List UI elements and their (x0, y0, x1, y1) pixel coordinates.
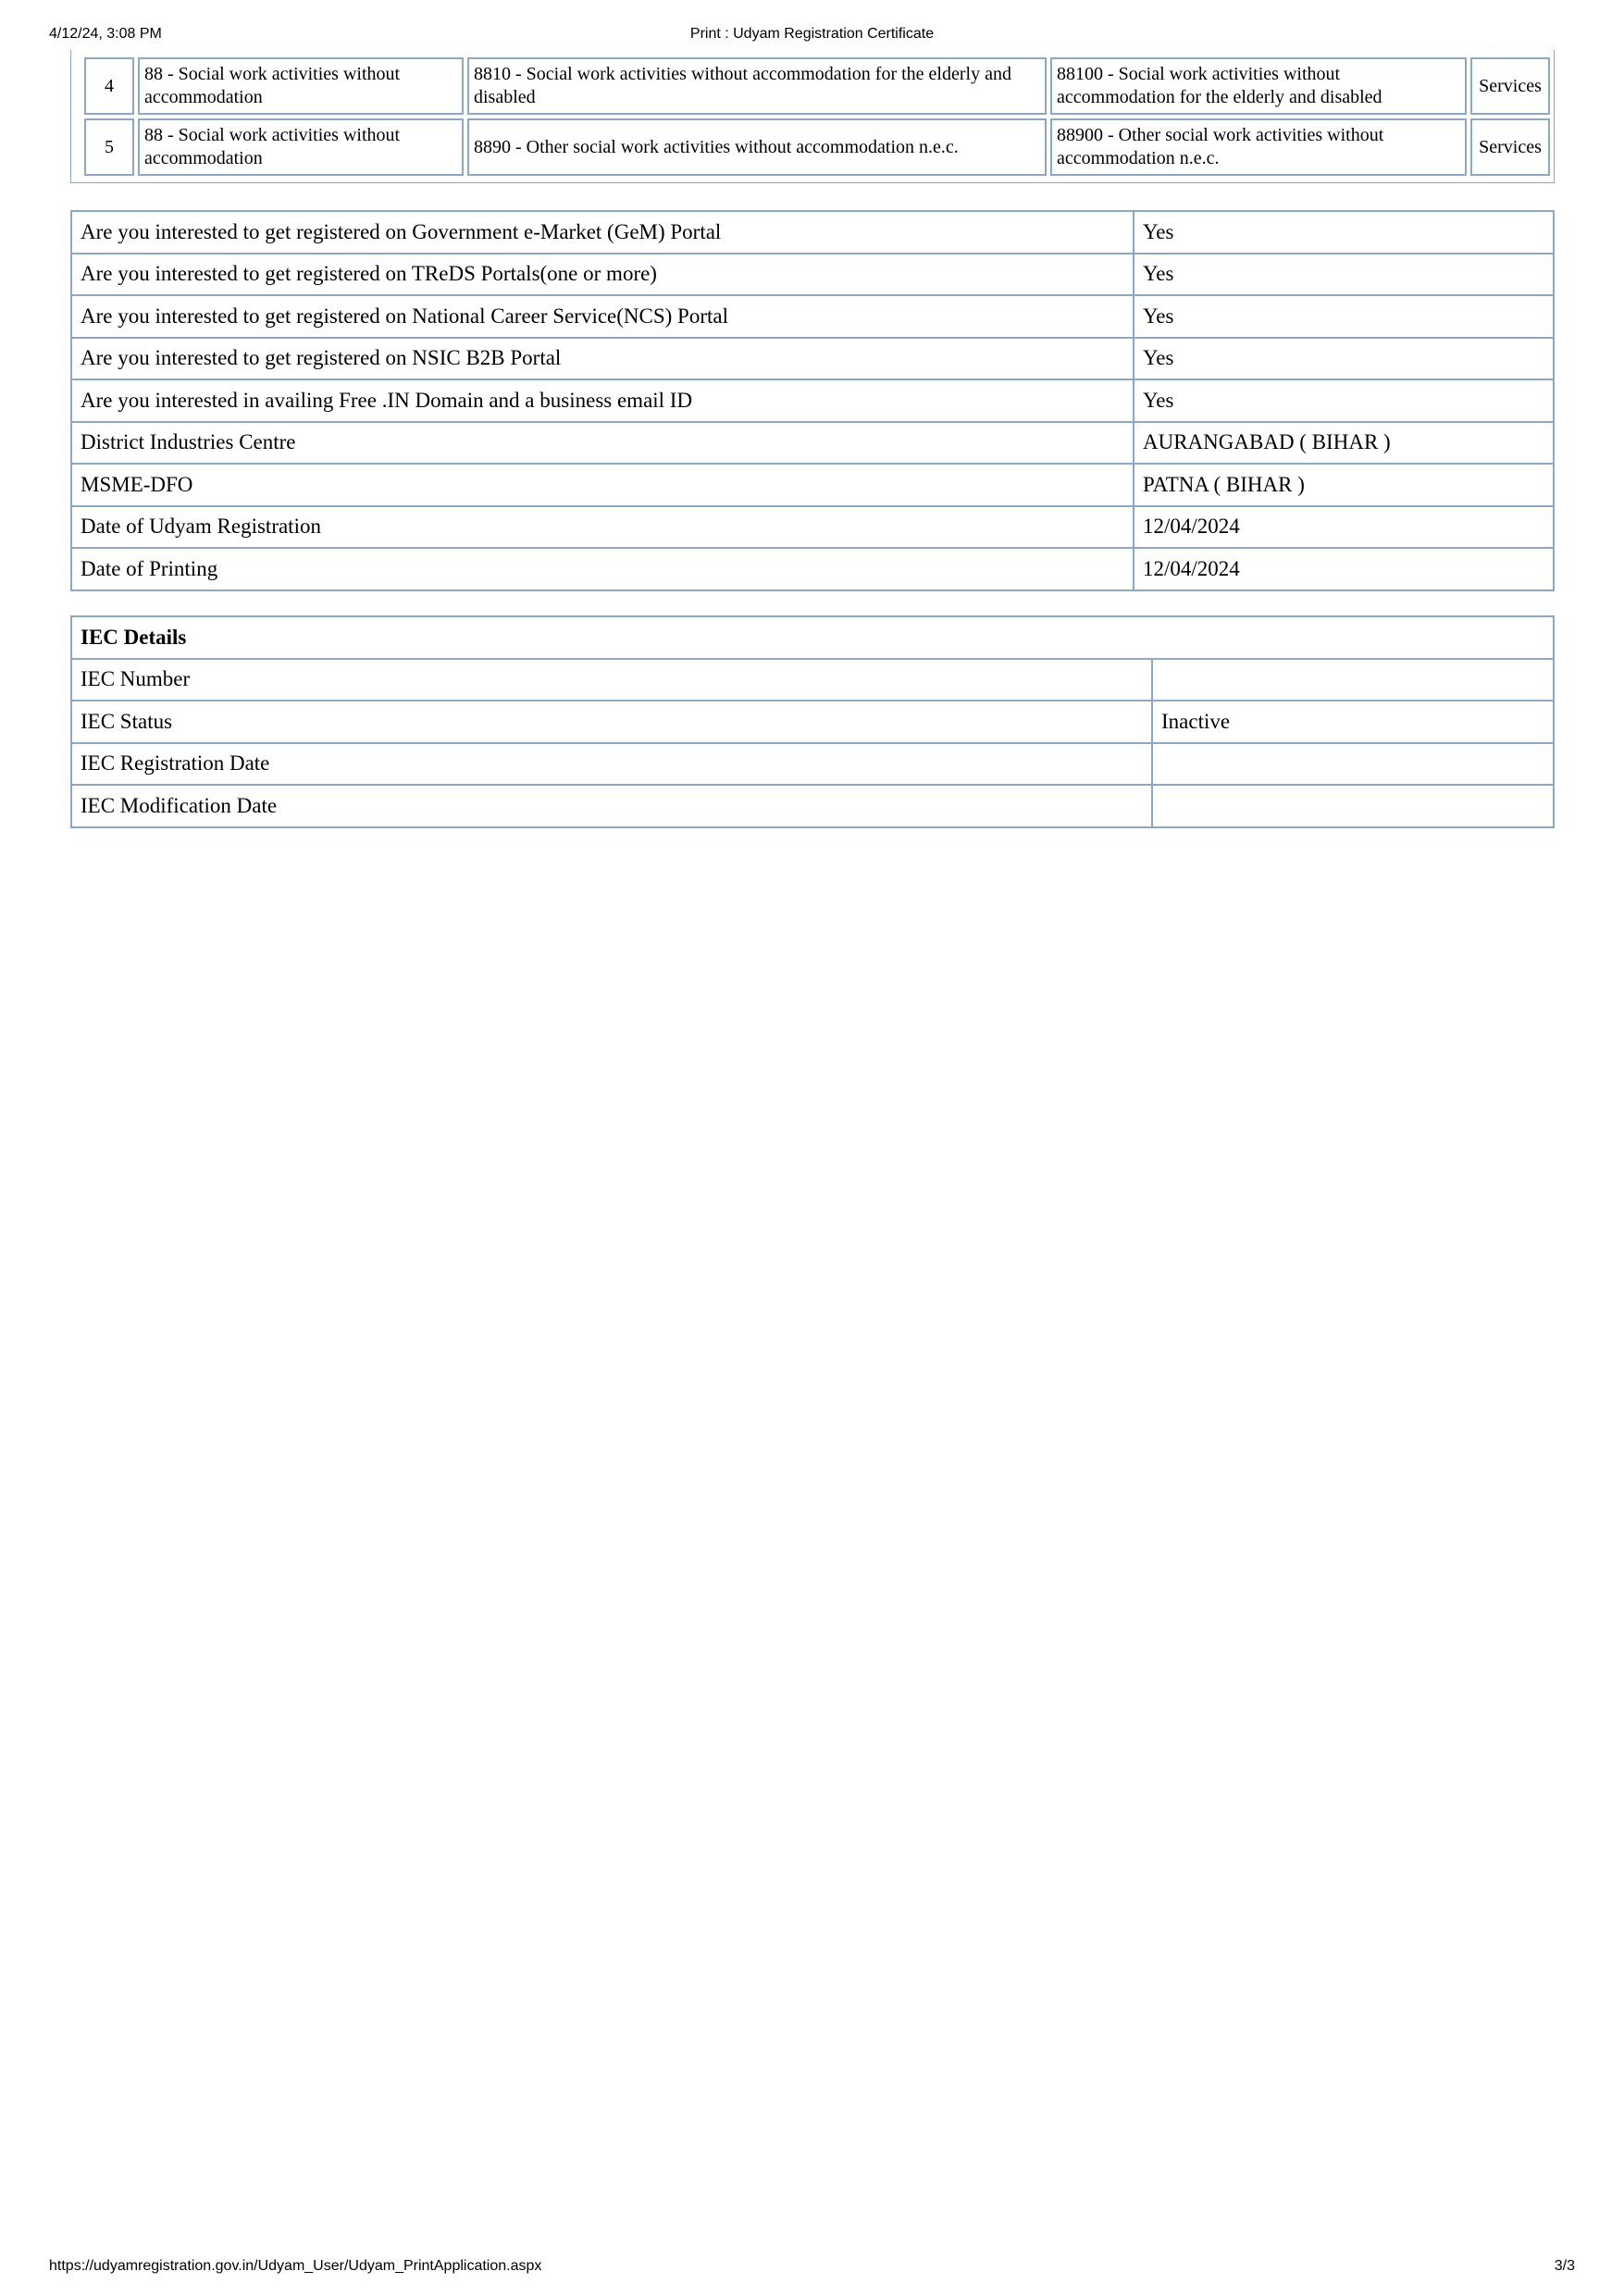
table-row (71, 338, 1554, 380)
table-row (84, 118, 1550, 176)
detail-label: Are you interested to get registered on NSIC B2B Portal (71, 338, 1134, 380)
nic-5-digit-code: 88900 - Other social work activities without accommodation n.e.c. (1050, 118, 1467, 176)
nic-activity: Services (1470, 57, 1550, 115)
detail-value: 12/04/2024 (1134, 548, 1554, 590)
detail-label: Date of Udyam Registration (71, 506, 1134, 549)
nic-5-digit-code: 88100 - Social work activities without accommodation for the elderly and disabled (1050, 57, 1467, 115)
page-url: https://udyamregistration.gov.in/Udyam_User/Udyam_PrintApplication.aspx (49, 2258, 542, 2274)
detail-label: District Industries Centre (71, 422, 1134, 465)
detail-value: Yes (1134, 254, 1554, 296)
table-header-row (71, 616, 1554, 659)
nic-serial-number: 5 (84, 118, 134, 176)
table-row (71, 379, 1554, 422)
table-row (71, 743, 1554, 786)
table-row (71, 506, 1554, 549)
print-footer (0, 2258, 1624, 2278)
nic-2-digit-code: 88 - Social work activities without accommodation (138, 118, 464, 176)
nic-2-digit-code: 88 - Social work activities without accommodation (138, 57, 464, 115)
detail-value: Yes (1134, 295, 1554, 338)
detail-label: Are you interested in availing Free .IN Domain and a business email ID (71, 379, 1134, 422)
detail-value: PATNA ( BIHAR ) (1134, 464, 1554, 506)
iec-label: IEC Modification Date (71, 785, 1152, 827)
nic-code-table-container (70, 50, 1555, 183)
detail-value: 12/04/2024 (1134, 506, 1554, 549)
nic-code-table (81, 54, 1554, 180)
iec-value: Inactive (1152, 701, 1554, 743)
detail-label: Are you interested to get registered on Government e-Market (GeM) Portal (71, 211, 1134, 254)
table-row (84, 57, 1550, 115)
iec-value (1152, 743, 1554, 786)
table-row (71, 659, 1554, 701)
table-row (71, 701, 1554, 743)
detail-label: Are you interested to get registered on National Career Service(NCS) Portal (71, 295, 1134, 338)
detail-value: Yes (1134, 211, 1554, 254)
table-row (71, 295, 1554, 338)
detail-value: Yes (1134, 338, 1554, 380)
iec-label: IEC Registration Date (71, 743, 1152, 786)
print-header (0, 26, 1624, 46)
iec-label: IEC Status (71, 701, 1152, 743)
iec-details-heading: IEC Details (71, 616, 1554, 659)
detail-label: Date of Printing (71, 548, 1134, 590)
iec-value (1152, 785, 1554, 827)
nic-4-digit-code: 8810 - Social work activities without accommodation for the elderly and disabled (467, 57, 1047, 115)
table-row (71, 422, 1554, 465)
print-datetime: 4/12/24, 3:08 PM (49, 26, 162, 42)
registration-details-table (70, 210, 1555, 591)
page-number: 3/3 (1554, 2258, 1575, 2274)
iec-details-table (70, 615, 1555, 828)
nic-activity: Services (1470, 118, 1550, 176)
table-row (71, 785, 1554, 827)
detail-label: MSME-DFO (71, 464, 1134, 506)
detail-value: AURANGABAD ( BIHAR ) (1134, 422, 1554, 465)
table-row (71, 254, 1554, 296)
nic-4-digit-code: 8890 - Other social work activities without accommodation n.e.c. (467, 118, 1047, 176)
iec-label: IEC Number (71, 659, 1152, 701)
print-title: Print : Udyam Registration Certificate (689, 26, 935, 42)
table-row (71, 211, 1554, 254)
detail-label: Are you interested to get registered on TReDS Portals(one or more) (71, 254, 1134, 296)
detail-value: Yes (1134, 379, 1554, 422)
table-row (71, 464, 1554, 506)
iec-value (1152, 659, 1554, 701)
nic-serial-number: 4 (84, 57, 134, 115)
table-row (71, 548, 1554, 590)
